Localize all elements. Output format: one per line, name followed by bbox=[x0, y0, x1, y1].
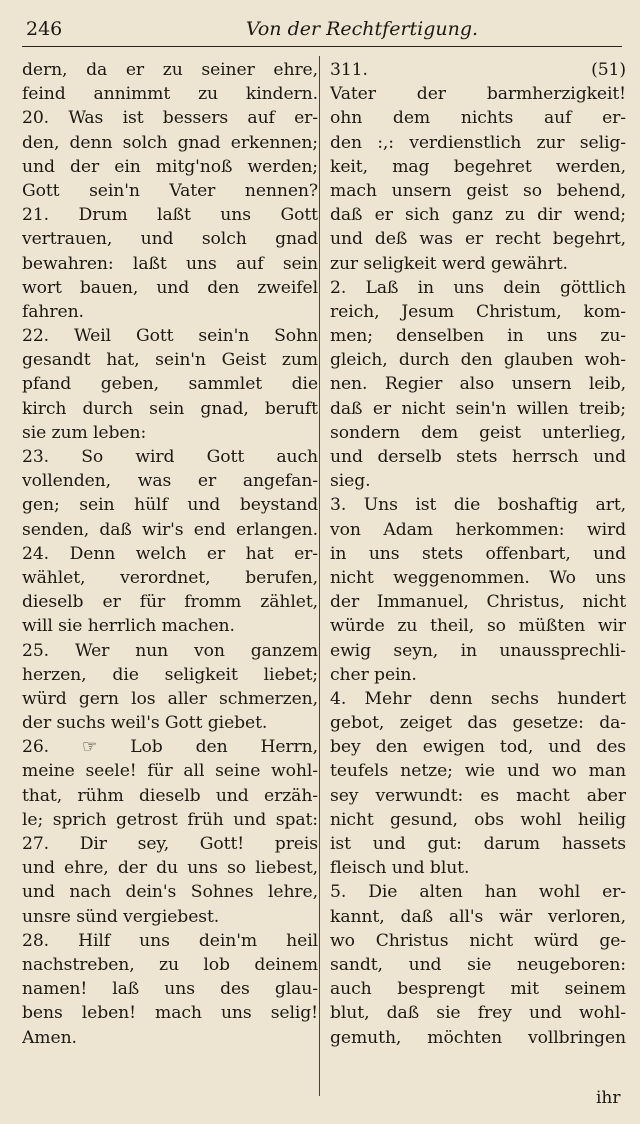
text-line: zur seligkeit werd gewährt. bbox=[330, 253, 568, 274]
text-line: bewahren: laßt uns auf sein bbox=[22, 253, 318, 274]
text-line: blut, daß sie frey und wohl- bbox=[330, 1003, 626, 1024]
text-line: würd gern los aller schmerzen, bbox=[22, 688, 318, 709]
text-line: sieg. bbox=[330, 471, 371, 492]
text-line: 22. Weil Gott sein'n Sohn bbox=[22, 326, 318, 347]
text-line: der Immanuel, Christus, nicht bbox=[330, 592, 626, 613]
text-line: sandt, und sie neugeboren: bbox=[330, 954, 626, 975]
text-line: ewig seyn, in unaussprechli- bbox=[330, 640, 626, 661]
text-line: 24. Denn welch er hat er- bbox=[22, 543, 318, 564]
header-rule bbox=[22, 46, 622, 47]
text-line: herzen, die seligkeit liebet; bbox=[22, 664, 318, 685]
text-line: dern, da er zu seiner ehre, bbox=[22, 60, 318, 80]
text-line: und deß was er recht begehrt, bbox=[330, 229, 626, 250]
text-line: den :,: verdienstlich zur selig- bbox=[330, 132, 626, 153]
text-line: nicht gesund, obs wohl heilig bbox=[330, 809, 626, 830]
hymn-tune-number: (51) bbox=[591, 60, 626, 80]
page-header bbox=[22, 14, 622, 44]
text-line: Amen. bbox=[22, 1027, 77, 1048]
text-line: in uns stets offenbart, und bbox=[330, 543, 626, 564]
text-line: gebot, zeiget das gesetze: da- bbox=[330, 713, 626, 734]
text-line: mach unsern geist so behend, bbox=[330, 180, 626, 201]
text-line: und ehre, der du uns so liebest, bbox=[22, 858, 318, 879]
text-line: und derselb stets herrsch und bbox=[330, 447, 626, 467]
text-line: bens leben! mach uns selig! bbox=[22, 1003, 318, 1024]
text-line: wählet, verordnet, berufen, bbox=[22, 567, 318, 588]
text-line: 2. Laß in uns dein göttlich bbox=[330, 277, 626, 298]
hymn-heading bbox=[330, 58, 626, 82]
text-line: gemuth, möchten vollbringen bbox=[330, 1027, 626, 1048]
text-line: auch besprengt mit seinem bbox=[330, 979, 626, 1000]
text-line: 20. Was ist bessers auf er- bbox=[22, 108, 318, 129]
text-line: nicht weggenommen. Wo uns bbox=[330, 567, 626, 588]
left-column bbox=[22, 58, 318, 1050]
text-line: von Adam herkommen: wird bbox=[330, 519, 626, 540]
text-line: feind annimmt zu kindern. bbox=[22, 84, 318, 105]
text-line: 4. Mehr denn sechs hundert bbox=[330, 688, 626, 709]
text-line: cher pein. bbox=[330, 664, 417, 685]
text-line: reich, Jesum Christum, kom- bbox=[330, 301, 626, 322]
text-line: Gott sein'n Vater nennen? bbox=[22, 180, 318, 201]
text-line: vertrauen, und solch gnad bbox=[22, 229, 318, 250]
text-line: bey den ewigen tod, und des bbox=[330, 737, 626, 758]
text-line: der suchs weil's Gott giebet. bbox=[22, 713, 268, 734]
text-line: unsre sünd vergiebest. bbox=[22, 906, 220, 927]
text-line: sey verwundt: es macht aber bbox=[330, 785, 626, 806]
text-line: nachstreben, zu lob deinem bbox=[22, 954, 318, 975]
text-line: sie zum leben: bbox=[22, 422, 147, 443]
text-line: ohn dem nichts auf er- bbox=[330, 108, 626, 129]
text-line: daß er sich ganz zu dir wend; bbox=[330, 205, 626, 226]
text-line: le; sprich getrost früh und spat: bbox=[22, 809, 318, 830]
text-line: dieselb er für fromm zählet, bbox=[22, 592, 318, 613]
text-line: Vater der barmherzigkeit! bbox=[330, 84, 626, 105]
text-line: den, denn solch gnad erkennen; bbox=[22, 132, 318, 153]
text-line: 3. Uns ist die boshaftig art, bbox=[330, 495, 626, 516]
hymn-number: 311. bbox=[330, 60, 368, 80]
text-line: wo Christus nicht würd ge- bbox=[330, 930, 626, 951]
text-line: meine seele! für all seine wohl- bbox=[22, 761, 318, 782]
text-line: nen. Regier also unsern leib, bbox=[330, 374, 626, 395]
text-line: sondern dem geist unterlieg, bbox=[330, 422, 626, 443]
text-line: 21. Drum laßt uns Gott bbox=[22, 205, 318, 226]
text-line: 28. Hilf uns dein'm heil bbox=[22, 930, 318, 951]
column-divider bbox=[319, 56, 320, 1096]
text-line: 25. Wer nun von ganzem bbox=[22, 640, 318, 661]
text-line: 27. Dir sey, Gott! preis bbox=[22, 834, 318, 854]
page-number: 246 bbox=[26, 18, 63, 40]
text-line: teufels netze; wie und wo man bbox=[330, 761, 626, 782]
text-line: will sie herrlich machen. bbox=[22, 616, 235, 637]
text-line: kirch durch sein gnad, beruft bbox=[22, 398, 318, 419]
text-line: senden, daß wir's end erlangen. bbox=[22, 519, 318, 540]
text-line: pfand geben, sammlet die bbox=[22, 374, 318, 395]
text-line: und nach dein's Sohnes lehre, bbox=[22, 882, 318, 903]
text-line: fahren. bbox=[22, 301, 84, 322]
text-line: vollenden, was er angefan- bbox=[22, 471, 318, 492]
text-line: that, rühm dieselb und erzäh- bbox=[22, 785, 318, 806]
text-line: 26. ☞ Lob den Herrn, bbox=[22, 737, 318, 758]
text-line: 23. So wird Gott auch bbox=[22, 447, 318, 467]
catchword: ihr bbox=[596, 1088, 621, 1108]
text-line: 5. Die alten han wohl er- bbox=[330, 882, 626, 903]
text-line: kannt, daß all's wär verloren, bbox=[330, 906, 626, 927]
text-line: und der ein mitg'noß werden; bbox=[22, 156, 318, 177]
running-title: Von der Rechtfertigung. bbox=[245, 18, 479, 40]
right-column bbox=[330, 58, 626, 1050]
text-line: fleisch und blut. bbox=[330, 858, 470, 879]
text-line: würde zu theil, so müßten wir bbox=[330, 616, 626, 637]
text-line: gesandt hat, sein'n Geist zum bbox=[22, 350, 318, 371]
text-line: gen; sein hülf und beystand bbox=[22, 495, 318, 516]
right-column-text bbox=[330, 82, 626, 1050]
text-line: men; denselben in uns zu- bbox=[330, 326, 626, 347]
text-line: namen! laß uns des glau- bbox=[22, 979, 318, 1000]
text-line: ist und gut: darum hassets bbox=[330, 834, 626, 854]
text-line: gleich, durch den glauben woh- bbox=[330, 350, 626, 371]
text-line: wort bauen, und den zweifel bbox=[22, 277, 318, 298]
text-line: daß er nicht sein'n willen treib; bbox=[330, 398, 626, 419]
text-line: keit, mag begehret werden, bbox=[330, 156, 626, 177]
